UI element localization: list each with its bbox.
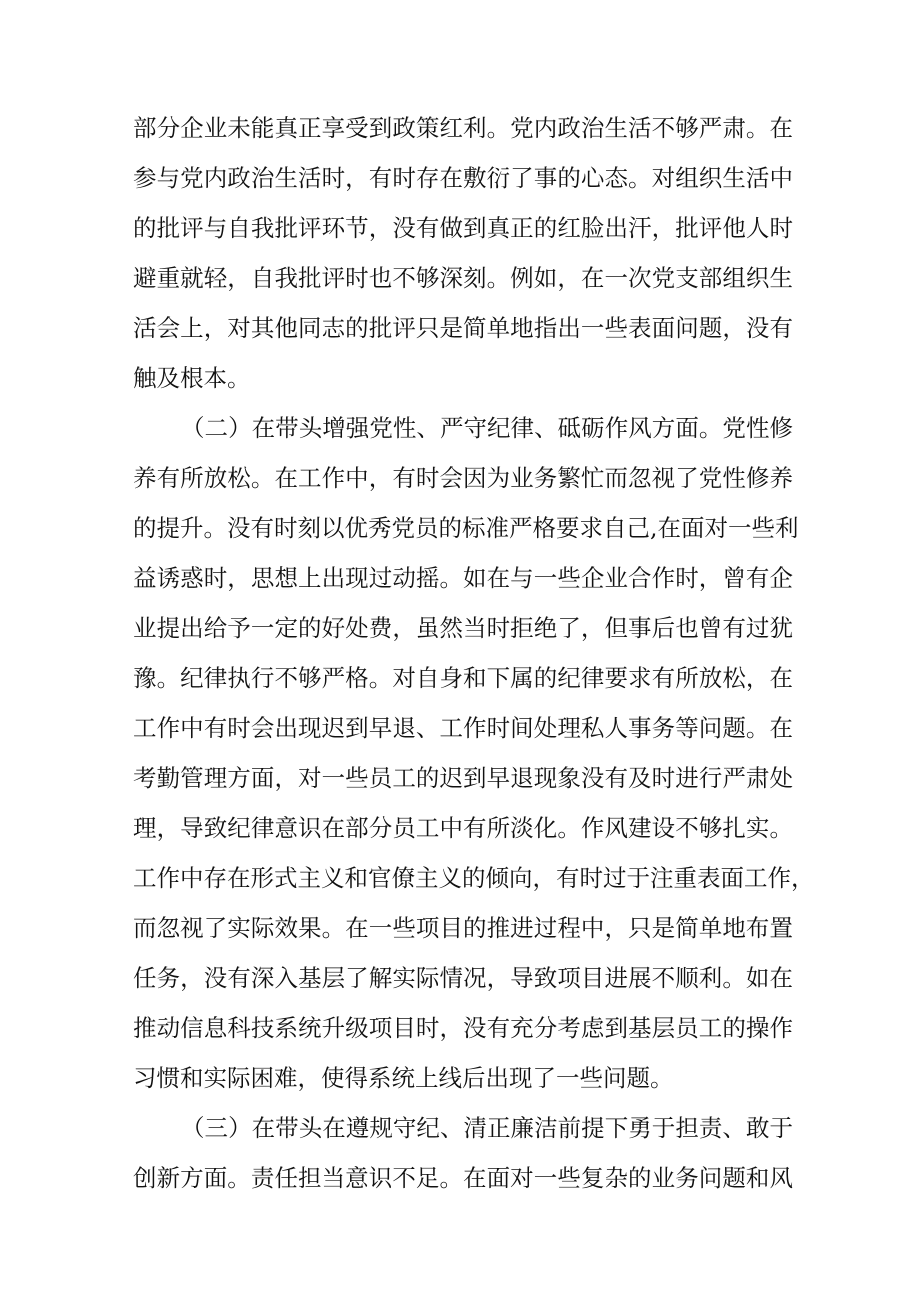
text-line: 豫。纪律执行不够严格。对自身和下属的纪律要求有所放松，在 (133, 664, 793, 692)
text-line: 养有所放松。在工作中，有时会因为业务繁忙而忽视了党性修养 (133, 464, 793, 492)
text-line: 任务，没有深入基层了解实际情况，导致项目进展不顺利。如在 (133, 964, 793, 992)
text-line: 的批评与自我批评环节，没有做到真正的红脸出汗，批评他人时 (133, 214, 793, 242)
text-line: 避重就轻，自我批评时也不够深刻。例如，在一次党支部组织生 (133, 264, 793, 292)
text-line: 参与党内政治生活时，有时存在敷衍了事的心态。对组织生活中 (133, 164, 793, 192)
section-heading-line: （二）在带头增强党性、严守纪律、砥砺作风方面。党性修 (181, 414, 793, 442)
text-line: 工作中存在形式主义和官僚主义的倾向，有时过于注重表面工作， (133, 864, 815, 892)
text-line: 工作中有时会出现迟到早退、工作时间处理私人事务等问题。在 (133, 714, 793, 742)
text-line: 推动信息科技系统升级项目时，没有充分考虑到基层员工的操作 (133, 1014, 793, 1042)
text-line: 益诱惑时，思想上出现过动摇。如在与一些企业合作时，曾有企 (133, 564, 793, 592)
text-line: 活会上，对其他同志的批评只是简单地指出一些表面问题，没有 (133, 314, 793, 342)
text-line: 触及根本。 (133, 364, 251, 392)
section-heading-line: （三）在带头在遵规守纪、清正廉洁前提下勇于担责、敢于 (181, 1114, 793, 1142)
text-line: 业提出给予一定的好处费，虽然当时拒绝了，但事后也曾有过犹 (133, 614, 793, 642)
text-line: 的提升。没有时刻以优秀党员的标准严格要求自己,在面对一些利 (133, 514, 799, 542)
text-line: 而忽视了实际效果。在一些项目的推进过程中，只是简单地布置 (133, 914, 793, 942)
text-line: 理，导致纪律意识在部分员工中有所淡化。作风建设不够扎实。 (133, 814, 793, 842)
text-line: 部分企业未能真正享受到政策红利。党内政治生活不够严肃。在 (133, 114, 793, 142)
text-line: 习惯和实际困难，使得系统上线后出现了一些问题。 (133, 1064, 674, 1092)
text-line: 创新方面。责任担当意识不足。在面对一些复杂的业务问题和风 (133, 1164, 793, 1192)
text-line: 考勤管理方面，对一些员工的迟到早退现象没有及时进行严肃处 (133, 764, 793, 792)
